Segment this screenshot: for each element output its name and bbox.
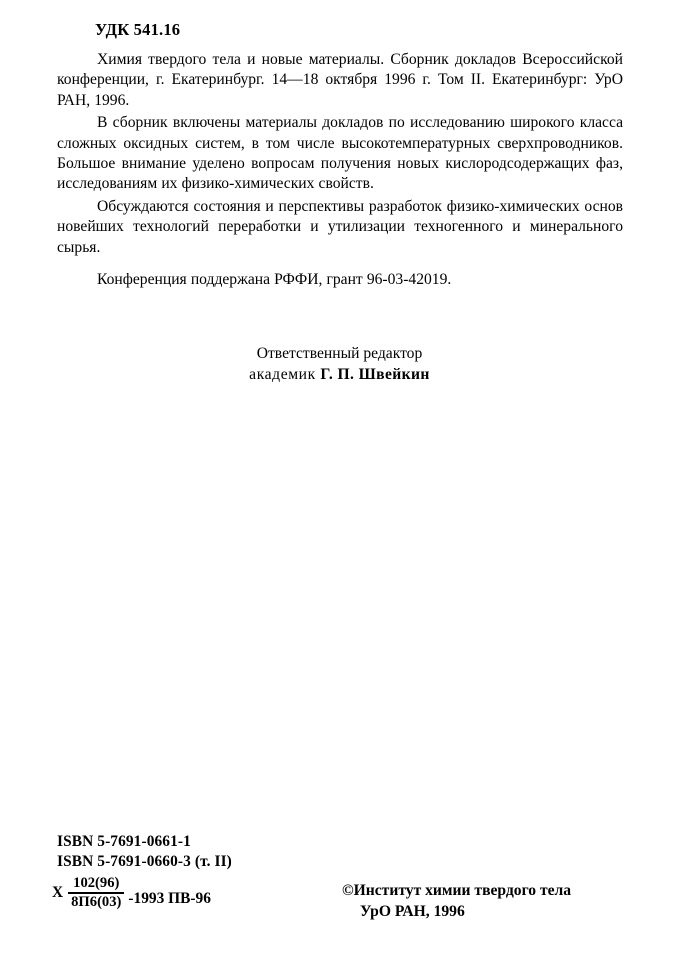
isbn-line-1: ISBN 5-7691-0661-1 <box>57 833 191 850</box>
editor-name-prefix: академик <box>249 366 321 383</box>
copyright-line-2: УрО РАН, 1996 <box>360 903 465 920</box>
code-numerator: 102(96) <box>73 875 120 891</box>
isbn-line-2: ISBN 5-7691-0660-3 (т. II) <box>57 853 232 870</box>
udk-code: УДК 541.16 <box>95 20 181 39</box>
classification-code <box>52 876 211 910</box>
editor-credit <box>0 343 679 385</box>
paragraph-1: Химия твердого тела и новые материалы. Сборник докладов Всероссийской конференции, г. Екатеринбург. 14—18 октября 1996 г. Том II. Екатеринбург: УрО РАН, 1996. <box>57 51 623 109</box>
paragraph-4: Конференция поддержана РФФИ, грант 96-03-42019. <box>97 271 452 289</box>
isbn-block <box>57 832 232 872</box>
editor-name-line <box>0 364 679 385</box>
body-text <box>57 50 623 292</box>
editor-name: Г. П. Швейкин <box>320 366 430 383</box>
copyright-block <box>342 880 642 922</box>
code-prefix: X <box>52 884 64 901</box>
paragraph-3: Обсуждаются состояния и перспективы разработок физико-химических основ новейших технологий переработки и утилизации техногенного и минерального сырья. <box>57 197 623 256</box>
code-fraction <box>68 876 124 910</box>
editor-role: Ответственный редактор <box>256 345 423 362</box>
copyright-line-1: ©Институт химии твердого тела <box>342 882 572 899</box>
code-suffix: -1993 ПВ-96 <box>128 890 211 908</box>
code-denominator: 8П6(03) <box>71 893 122 910</box>
paragraph-2: В сборник включены материалы докладов по исследованию широкого класса сложных оксидных систем, в том числе высокотемпературных сверхпроводников. Большое внимание уделено вопросам получения новых кислородсодержащих фаз, исследованиям их физико-химических свойств. <box>57 114 623 193</box>
